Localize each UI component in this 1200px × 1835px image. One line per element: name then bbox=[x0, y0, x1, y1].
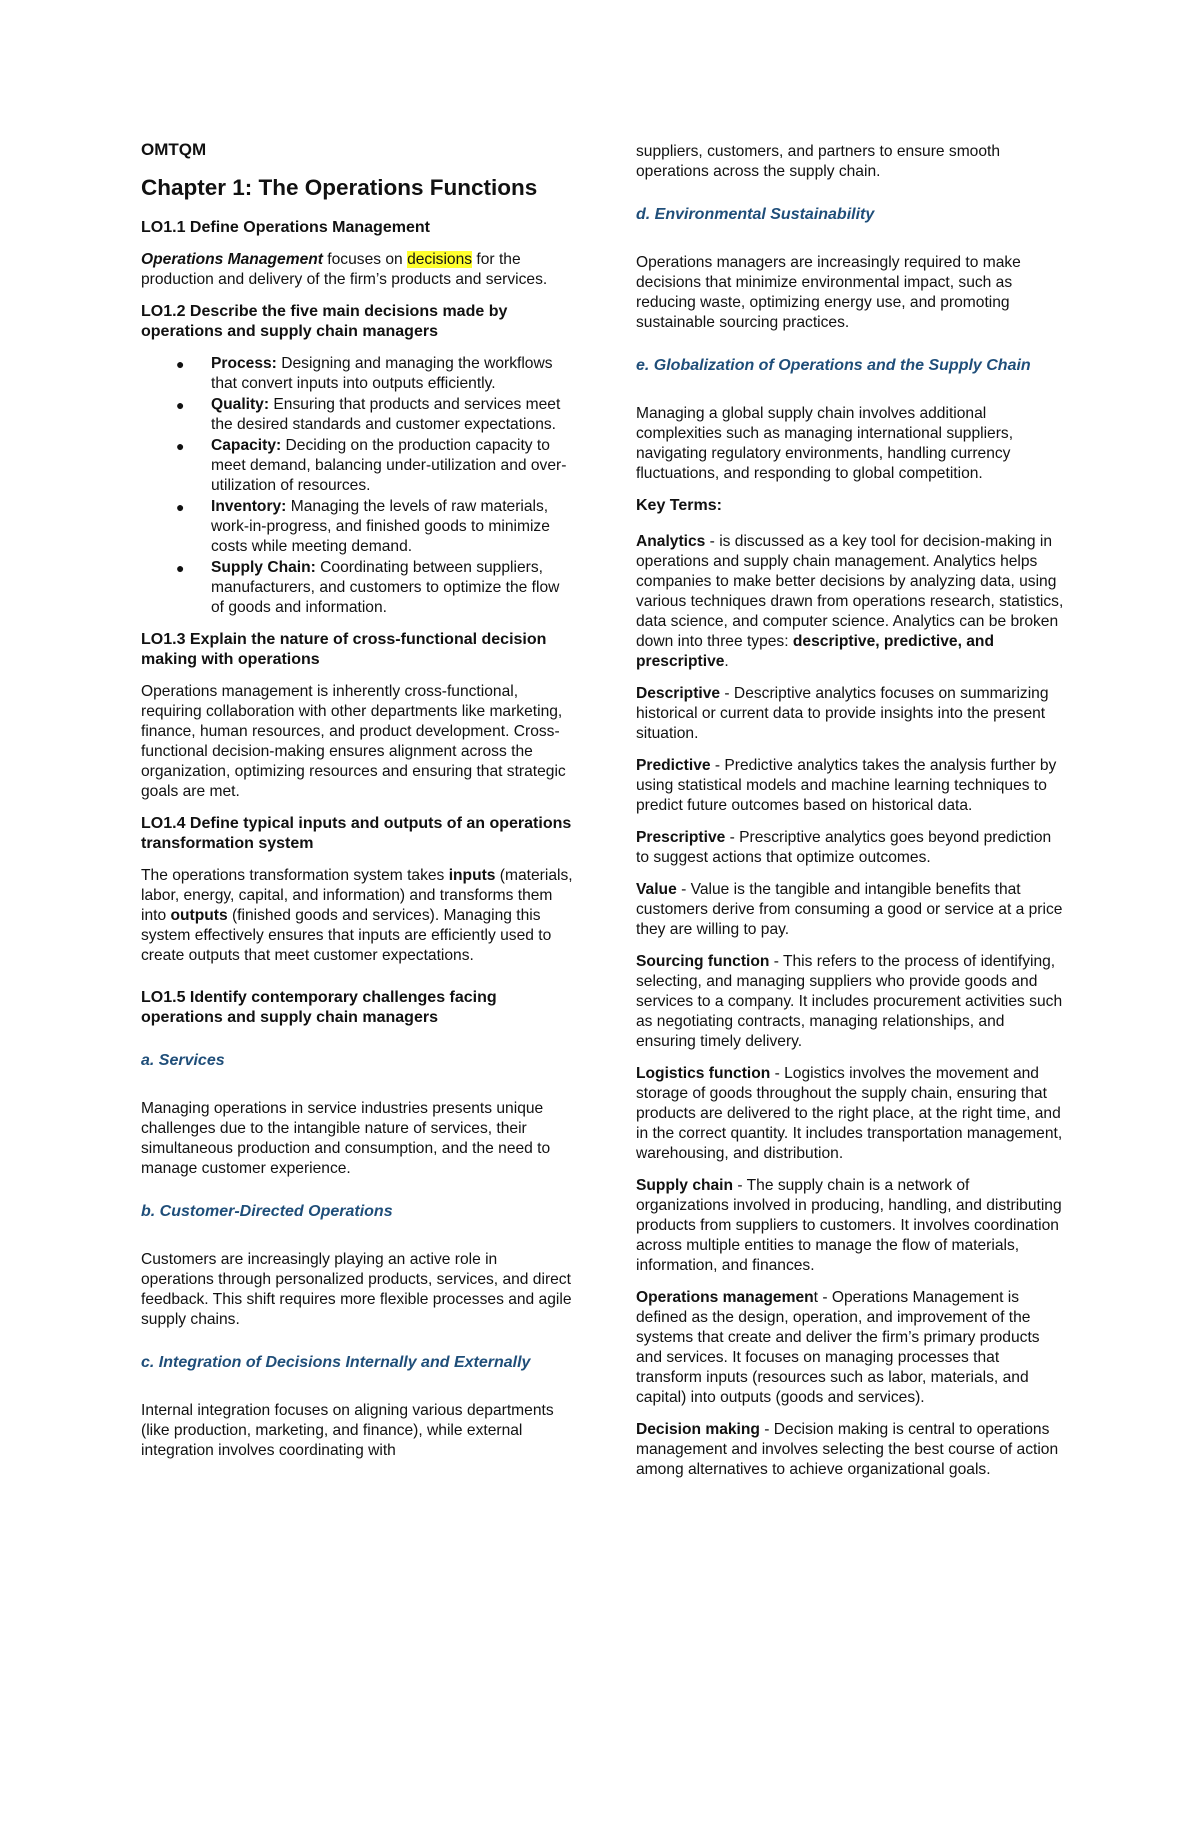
term-definition: - Decision making is central to operations management and involves selecting the best course of action among alternatives to achieve organizational goals. bbox=[636, 1421, 1059, 1478]
term-predictive bbox=[636, 756, 1064, 816]
bullet-icon: ● bbox=[176, 397, 185, 413]
subsection-title-customer-directed: b. Customer-Directed Operations bbox=[141, 1203, 393, 1220]
term-sourcing-function bbox=[636, 952, 1064, 1052]
lo1-3-heading: LO1.3 Explain the nature of cross-functional decision making with operations bbox=[141, 631, 547, 668]
term-definition-end: . bbox=[724, 653, 729, 670]
lo1-5-heading: LO1.5 Identify contemporary challenges facing operations and supply chain managers bbox=[141, 989, 497, 1026]
list-item-term: Capacity: bbox=[211, 437, 282, 454]
term-definition: - Descriptive analytics focuses on summarizing historical or current data to provide insights into the present situation. bbox=[636, 685, 1049, 742]
term-name: Descriptive bbox=[636, 685, 721, 702]
list-item bbox=[176, 354, 573, 394]
term-name: Supply chain bbox=[636, 1177, 734, 1194]
term-value bbox=[636, 880, 1064, 940]
term-definition: t - Operations Management is defined as the design, operation, and improvement of the systems that create and deliver the firm’s primary products and services. It focuses on managing processes that transform inputs (resources such as labor, materials, and capital) into outputs (goods and services). bbox=[636, 1289, 1040, 1406]
decisions-list bbox=[141, 354, 573, 618]
subsection-title-integration: c. Integration of Decisions Internally and Externally bbox=[141, 1354, 531, 1371]
integration-body-continued: suppliers, customers, and partners to ensure smooth operations across the supply chain. bbox=[636, 143, 1001, 180]
term-definition: - Prescriptive analytics goes beyond prediction to suggest actions that optimize outcomes. bbox=[636, 829, 1052, 866]
term-definition: - The supply chain is a network of organizations involved in producing, handling, and distributing products from suppliers to customers. It involves coordination across multiple entities to manage the flow of materials, information, and finances. bbox=[636, 1177, 1062, 1274]
lo1-1-term: Operations Management bbox=[141, 251, 323, 268]
term-supply-chain bbox=[636, 1176, 1064, 1276]
lo1-1-text-b: for the production and delivery of the firm’s products and services. bbox=[141, 251, 548, 288]
term-name: Operations managemen bbox=[636, 1289, 814, 1306]
highlighted-word: decisions bbox=[407, 251, 473, 268]
outputs-term: outputs bbox=[170, 907, 228, 924]
list-item-text: Designing and managing the workflows that convert inputs into outputs efficiently. bbox=[211, 355, 553, 392]
term-name: Decision making bbox=[636, 1421, 760, 1438]
term-definition: - Value is the tangible and intangible benefits that customers derive from consuming a good or service at a price they are willing to pay. bbox=[636, 881, 1063, 938]
term-definition: - is discussed as a key tool for decision-making in operations and supply chain management. Analytics helps companies to make better decisions by analyzing data, using various techniques drawn from operations research, statistics, data science, and computer science. Analytics can be broken down into three types: bbox=[636, 533, 1064, 650]
list-item-term: Process: bbox=[211, 355, 277, 372]
list-item-text: Deciding on the production capacity to meet demand, balancing under-utilization and over-utilization of resources. bbox=[211, 437, 567, 494]
customer-directed-body: Customers are increasingly playing an active role in operations through personalized products, services, and direct feedback. This shift requires more flexible processes and agile supply chains. bbox=[141, 1251, 572, 1328]
term-prescriptive bbox=[636, 828, 1064, 868]
term-definition: - This refers to the process of identifying, selecting, and managing suppliers who provide goods and services to a company. It includes procurement activities such as negotiating contracts, managing relationships, and ensuring timely delivery. bbox=[636, 953, 1063, 1050]
term-decision-making bbox=[636, 1420, 1064, 1480]
list-item-term: Inventory: bbox=[211, 498, 287, 515]
lo1-2-heading: LO1.2 Describe the five main decisions made by operations and supply chain managers bbox=[141, 303, 508, 340]
term-definition: - Logistics involves the movement and storage of goods throughout the supply chain, ensuring that products are delivered to the right place, at the right time, and in the correct quantity. It includes transportation management, warehousing, and distribution. bbox=[636, 1065, 1063, 1162]
integration-body: Internal integration focuses on aligning various departments (like production, marketing, and finance), while external integration involves coordinating with bbox=[141, 1402, 554, 1459]
lo1-4-text-3: (finished goods and services). Managing this system effectively ensures that inputs are efficiently used to create outputs that meet customer expectations. bbox=[141, 907, 552, 964]
lo1-1-body bbox=[141, 250, 573, 290]
document-label: OMTQM bbox=[141, 140, 207, 159]
analytics-types: descriptive, predictive, and prescriptive bbox=[636, 633, 994, 670]
lo1-4-body bbox=[141, 866, 573, 966]
list-item-text: Coordinating between suppliers, manufacturers, and customers to optimize the flow of goods and information. bbox=[211, 559, 560, 616]
lo1-1-text-a: focuses on bbox=[322, 251, 408, 268]
list-item-term: Supply Chain: bbox=[211, 559, 316, 576]
list-item bbox=[176, 436, 573, 496]
list-item-text: Ensuring that products and services meet the desired standards and customer expectations. bbox=[211, 396, 561, 433]
term-definition: - Predictive analytics takes the analysis further by using statistical models and machine learning techniques to predict future outcomes based on historical data. bbox=[636, 757, 1057, 814]
environmental-body: Operations managers are increasingly required to make decisions that minimize environmental impact, such as reducing waste, optimizing energy use, and promoting sustainable sourcing practices. bbox=[636, 254, 1021, 331]
lo1-3-body: Operations management is inherently cross-functional, requiring collaboration with other departments like marketing, finance, human resources, and product development. Cross-functional decision-making ensures alignment across the organization, optimizing resources and ensuring that strategic goals are met. bbox=[141, 683, 566, 800]
term-name: Analytics bbox=[636, 533, 706, 550]
subsection-title-environmental: d. Environmental Sustainability bbox=[636, 206, 875, 223]
chapter-title: Chapter 1: The Operations Functions bbox=[141, 175, 538, 200]
term-logistics-function bbox=[636, 1064, 1064, 1164]
services-body: Managing operations in service industries presents unique challenges due to the intangible nature of services, their simultaneous production and consumption, and the need to manage customer experience. bbox=[141, 1100, 551, 1177]
left-column bbox=[141, 140, 573, 1473]
term-name: Value bbox=[636, 881, 677, 898]
lo1-4-heading: LO1.4 Define typical inputs and outputs of an operations transformation system bbox=[141, 815, 572, 852]
term-name: Logistics function bbox=[636, 1065, 771, 1082]
term-name: Prescriptive bbox=[636, 829, 726, 846]
list-item bbox=[176, 497, 573, 557]
key-terms-label: Key Terms: bbox=[636, 497, 722, 514]
list-item bbox=[176, 395, 573, 435]
subsection-title-services: a. Services bbox=[141, 1052, 225, 1069]
list-item bbox=[176, 558, 573, 618]
term-descriptive bbox=[636, 684, 1064, 744]
term-analytics bbox=[636, 532, 1064, 672]
lo1-4-text-1: The operations transformation system takes bbox=[141, 867, 449, 884]
globalization-body: Managing a global supply chain involves additional complexities such as managing international suppliers, navigating regulatory environments, handling currency fluctuations, and responding to global competition. bbox=[636, 405, 1014, 482]
list-item-text: Managing the levels of raw materials, work-in-progress, and finished goods to minimize costs while meeting demand. bbox=[211, 498, 550, 555]
inputs-term: inputs bbox=[448, 867, 496, 884]
bullet-icon: ● bbox=[176, 560, 185, 576]
term-operations-management bbox=[636, 1288, 1064, 1408]
term-name: Sourcing function bbox=[636, 953, 770, 970]
bullet-icon: ● bbox=[176, 438, 185, 454]
subsection-title-globalization: e. Globalization of Operations and the Supply Chain bbox=[636, 357, 1031, 374]
bullet-icon: ● bbox=[176, 499, 185, 515]
bullet-icon: ● bbox=[176, 356, 185, 372]
list-item-term: Quality: bbox=[211, 396, 270, 413]
lo1-4-text-2: (materials, labor, energy, capital, and information) and transforms them into bbox=[141, 867, 573, 924]
lo1-1-heading: LO1.1 Define Operations Management bbox=[141, 219, 430, 236]
term-name: Predictive bbox=[636, 757, 711, 774]
right-column bbox=[636, 142, 1064, 1492]
